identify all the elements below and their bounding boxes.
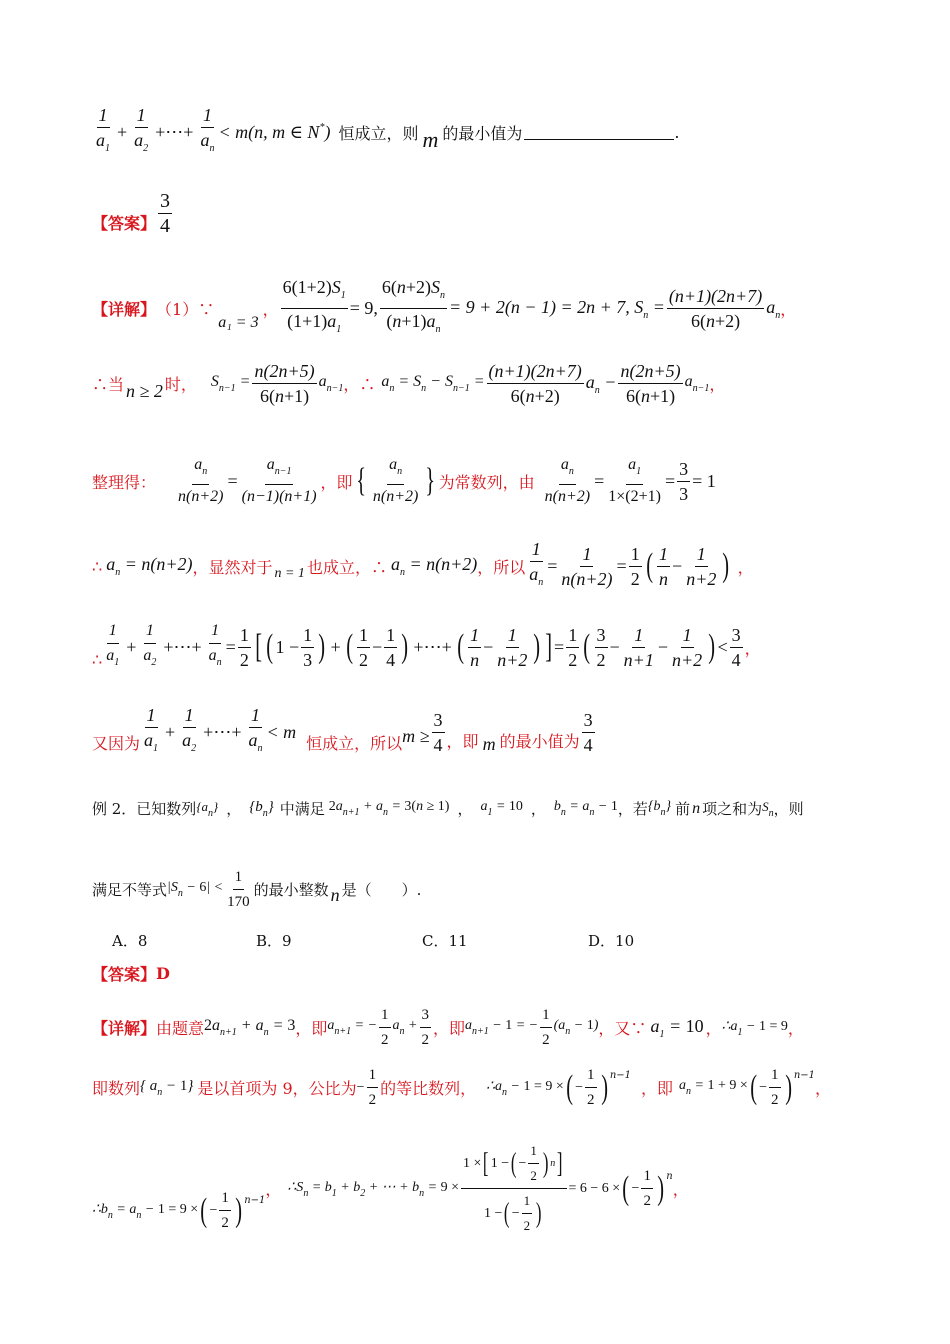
math-fraction: $\frac{1}{n}$ xyxy=(470,624,480,670)
detail1-l4-pre: ∴ xyxy=(92,556,103,576)
math-fraction: $\frac{1}{a_1}$ xyxy=(106,622,120,668)
question2-line2-pre: 满足不等式 xyxy=(92,881,168,899)
detail1-line2: ∴当 n ≥ 2 时， $S_{n-1}$ = $\frac{n(2n+5)}{6(n+1)}$ $a_{n-1}$ ，∴ $a_n = S_n - S_{n-1}$ = $\frac{(n+1)(2n+7)}{6(n+2)}$ $a_n$ − $\frac{n(2n+5)}{6(n+1)}$ $a_{n-1}$ ， xyxy=(92,361,726,406)
math-fraction: $\frac{a_n}{n(n+2)}$ xyxy=(544,456,591,505)
answer1-line xyxy=(92,190,174,237)
var-m: m xyxy=(422,127,439,152)
math-fraction: $\frac{3}{3}$ xyxy=(679,458,689,504)
question1-line: $\frac{1}{a_1}$ + $\frac{1}{a_2}$ +⋯+ $\frac{1}{a_n}$ < m(n, m ∈ N*) 恒成立，则 m 的最小值为 . xyxy=(92,104,679,160)
question1-condition: 恒成立，则 xyxy=(338,123,419,143)
math-fraction: $\frac{1}{2}$ xyxy=(585,1064,597,1111)
question2-line1: 例 2．已知数列 $\{a_n\}$ ， $\{b_n\}$ 中满足 $2a_{n+1} + a_n = 3(n \ge 1)$ ， $a_1 = 10$ ， $b_n = a_n - 1$ ，若 $\{b_n\}$ 前 n 项之和为 $S_n$ ，则 xyxy=(92,798,804,819)
math-fraction: $\frac{3}{4}$ xyxy=(731,624,741,670)
math-fraction: $\frac{1}{n+2}$ xyxy=(497,624,528,670)
a1-eq: a₁ = 3 xyxy=(218,313,259,331)
math-fraction: $\frac{1}{2}$ xyxy=(219,1187,231,1234)
math-fraction: $\frac{a_{n-1}}{(n-1)(n+1)}$ xyxy=(241,456,317,505)
detail1-l3-mid: ，即 xyxy=(320,472,353,492)
math-fraction: $\frac{n(2n+5)}{6(n+1)}$ xyxy=(254,361,315,406)
detail1-line3: 整理得： $\frac{a_n}{n(n+2)}$ = $\frac{a_{n-1}}{(n-1)(n+1)}$ ，即 { $\frac{a_n}{n(n+2)}$ } 为常数列，由 $\frac{a_n}{n(n+2)}$ = $\frac{a_1}{1\times(2+1)}$ = $\frac{3}{3}$ = 1 xyxy=(92,454,716,508)
detail2-seq-desc: 是以首项为 9，公比为 xyxy=(197,1079,357,1098)
detail2-seq-pre: 即数列 xyxy=(92,1079,141,1098)
question2-then: ，则 xyxy=(773,800,804,818)
detail1-line1: 【详解】 （1）∵ a₁ = 3 ， $\frac{6(1+2)S_1}{(1+1)a_1}$ = 9, $\frac{6(n+2)S_n}{(n+1)a_n}$ = 9 + 2(n − 1) = 2n + 7, $S_n$ = $\frac{(n+1)(2n+7)}{6(n+2)}$ $a_n$ ， xyxy=(92,276,796,341)
math-fraction: $\frac{a_1}{1\times(2+1)}$ xyxy=(608,456,661,505)
detail-label: 【详解】 xyxy=(92,300,157,319)
answer2-value: D xyxy=(156,964,170,983)
detail2-ie3: ，即 xyxy=(641,1079,674,1098)
option-d: D．10 xyxy=(588,932,635,950)
math-fraction: $\frac{n(2n+5)}{6(n+1)}$ xyxy=(620,361,681,406)
math-fraction: $\frac{1}{a_2}$ xyxy=(143,622,157,668)
question2-line2-post: 的最小整数 xyxy=(253,881,329,899)
detail1-line6: 又因为 $\frac{1}{a_1}$ + $\frac{1}{a_2}$ +⋯+ $\frac{1}{a_n}$ < m 恒成立，所以 m ≥ $\frac{3}{4}$ ，即 m 的最小值为 $\frac{3}{4}$ xyxy=(92,704,597,760)
option-c: C．11 xyxy=(422,932,468,950)
math-fraction: $\frac{1}{a_1}$ xyxy=(144,705,159,754)
math-fraction: $\frac{1}{a_2}$ xyxy=(182,705,197,754)
detail2-ie2: ，即 xyxy=(433,1019,466,1038)
detail1-l2-pre: ∴当 xyxy=(92,375,125,394)
math-fraction: $\frac{1}{a_1}$ xyxy=(96,105,110,154)
detail1-l3-pre: 整理得： xyxy=(92,472,157,492)
question2-cond: 中满足 xyxy=(279,800,325,818)
detail2-ie1: ，即 xyxy=(295,1019,328,1038)
math-fraction: $\frac{a_n}{n(n+2)}$ xyxy=(372,456,419,505)
detail2-seq-geo: 的等比数列， xyxy=(380,1079,477,1098)
question2-sum: 前 xyxy=(675,800,691,818)
answer2-label: 【答案】 xyxy=(92,965,157,984)
question1-ask: 的最小值为 xyxy=(442,123,523,143)
math-fraction: $\frac{1}{3}$ xyxy=(303,624,313,670)
math-fraction: $\frac{1}{a_n}$ xyxy=(200,105,215,154)
math-fraction: $\frac{1}{2}$ xyxy=(630,543,640,589)
detail2-line2: 即数列 { $a_n - 1$} 是以首项为 9，公比为 − $\frac{1}{2}$ 的等比数列， $\therefore a_n - 1 = 9$ × ( − $\frac{1}{2}$ ) n−1 ，即 $a_n = 1 + 9$ × ( − $\frac{1}{2}$ ) n−1 ， xyxy=(92,1064,831,1111)
question2-terms: 项之和为 xyxy=(702,800,763,818)
math-fraction: $\frac{3}{4}$ xyxy=(433,709,443,755)
math-fraction: $\frac{1}{2}$ xyxy=(641,1165,653,1212)
math-fraction: $\frac{(n+1)(2n+7)}{6(n+2)}$ xyxy=(668,286,763,331)
math-fraction: $\frac{1}{2}$ xyxy=(540,1004,552,1051)
math-fraction: $\frac{1}{2}$ xyxy=(239,624,249,670)
detail2-line1: 【详解】 由题意 $2a_{n+1} + a_n = 3$ ，即 $a_{n+1}$ = − $\frac{1}{2}$ $a_n$ + $\frac{3}{2}$ ，即 $a_{n+1} - 1$ = − $\frac{1}{2}$ $(a_n - 1)$ ，又∵ $a_1 = 10$ ， $\therefore a_1 - 1 = 9$ ， xyxy=(92,1004,804,1051)
question2-if: ，若 xyxy=(617,800,648,818)
question1-end: . xyxy=(674,122,680,142)
math-fraction: $\frac{a_n}{n(n+2)}$ xyxy=(178,456,224,505)
detail1-line4: ∴ $a_n = n(n+2)$ ，显然对于 n = 1 也成立，∴ $a_n = n(n+2)$ ，所以 $\frac{1}{a_n}$ = $\frac{1}{n(n+2)}$ = $\frac{1}{2}$ ( $\frac{1}{n}$ − $\frac{1}{n+2}$ ) ， xyxy=(92,538,754,594)
math-fraction: $\frac{1}{2}$ xyxy=(769,1064,781,1111)
math-fraction: $\frac{6(1+2)S_1}{(1+1)a_1}$ xyxy=(282,277,346,335)
answer2-line xyxy=(92,962,170,985)
math-fraction: 1 × [ 1 − ( − $\frac{1}{2}$ ) n ] 1 − ( − $\frac{1}{2}$ ) xyxy=(461,1140,567,1237)
question2-line2: 满足不等式 $|S_n - 6|$ < $\frac{1}{170}$ 的最小整数 n 是（ ）. xyxy=(92,866,421,913)
math-fraction: $\frac{1}{a_2}$ xyxy=(134,105,149,154)
math-fraction: $\frac{1}{a_n}$ xyxy=(208,622,222,668)
detail1-part: （1）∵ xyxy=(156,300,215,319)
math-fraction: $\frac{1}{n}$ xyxy=(659,543,669,589)
detail1-l4-so: ，所以 xyxy=(477,557,526,577)
detail1-l3-const: 为常数列，由 xyxy=(438,472,535,492)
math-fraction: $\frac{1}{2}$ xyxy=(367,1064,379,1111)
math-fraction: $\frac{1}{n+2}$ xyxy=(671,624,703,670)
math-fraction: $\frac{1}{4}$ xyxy=(386,624,396,670)
detail1-l2-when: 时， xyxy=(164,375,197,394)
answer1-fraction xyxy=(158,190,172,237)
question2-pre: 例 2．已知数列 xyxy=(92,800,197,818)
option-b: B．9 xyxy=(256,932,292,950)
detail1-l6-pre: 又因为 xyxy=(92,733,141,753)
detail1-l6-min: 的最小值为 xyxy=(499,731,580,751)
question2-line2-end: 是（ ）. xyxy=(341,881,422,899)
answer-blank xyxy=(524,125,674,140)
math-fraction: $\frac{1}{n+1}$ xyxy=(623,624,654,670)
math-fraction: $\frac{(n+1)(2n+7)}{6(n+2)}$ xyxy=(488,361,582,406)
n-ge-2: n ≥ 2 xyxy=(126,381,163,401)
detail1-l3-end: = 1 xyxy=(692,470,716,491)
detail2-label: 【详解】 xyxy=(92,1019,157,1038)
n-eq-1: n = 1 xyxy=(274,566,305,581)
math-fraction: $\frac{1}{2}$ xyxy=(379,1004,391,1051)
math-fraction: $\frac{1}{170}$ xyxy=(225,866,252,913)
detail1-line5: ∴ $\frac{1}{a_1}$ + $\frac{1}{a_2}$ +⋯+ $\frac{1}{a_n}$ = $\frac{1}{2}$ [ ( 1 − $\frac{1}{3}$ ) + ( $\frac{1}{2}$ − $\frac{1}{4}$ ) +⋯+ ( $\frac{1}{n}$ − $\frac{1}{n+2}$ ) ] = $\frac{1}{2}$ ( $\frac{3}{2}$ − $\frac{1}{n+1}$ − $\frac{1}{n+2}$ ) < $\frac{3}{4}$ ， xyxy=(92,620,761,674)
math-fraction: $\frac{1}{n(n+2)}$ xyxy=(561,543,613,589)
math-fraction: $\frac{1}{n+2}$ xyxy=(686,543,717,589)
answer1-den: 4 xyxy=(160,215,171,237)
math-fraction: $\frac{1}{2}$ xyxy=(358,624,368,670)
math-fraction: $\frac{6(n+2)S_n}{(n+1)a_n}$ xyxy=(381,277,446,335)
detail1-l4-holds: 也成立，∴ xyxy=(306,557,387,577)
detail2-line3: $\therefore b_n = a_n - 1 = 9$ × ( − $\frac{1}{2}$ ) n−1 ， $\therefore S_n = b_1 + b_2$ + ⋯ + $b_n = 9$ × 1 × [ 1 − ( − $\frac{1}{2}$ ) n ] 1 − ( − $\frac{1}{2}$ ) = 6 − 6 × ( − $\frac{1}{2}$ ) n ， xyxy=(92,1140,689,1237)
detail1-l4-also: ，显然对于 xyxy=(192,557,273,577)
answer1-num: 3 xyxy=(160,190,171,212)
detail2-pre: 由题意 xyxy=(156,1019,205,1038)
option-a: A．8 xyxy=(112,932,148,950)
math-fraction: $\frac{3}{2}$ xyxy=(420,1004,432,1051)
math-fraction: $\frac{1}{2}$ xyxy=(568,624,578,670)
math-fraction: $\frac{3}{4}$ xyxy=(583,709,593,755)
math-fraction: $\frac{1}{a_n}$ xyxy=(248,705,263,754)
math-fraction: $\frac{3}{2}$ xyxy=(596,624,606,670)
detail2-also: ，又∵ xyxy=(598,1019,647,1038)
detail1-l6-holds: 恒成立，所以 xyxy=(306,733,403,753)
math-fraction: $\frac{1}{a_n}$ xyxy=(529,539,544,588)
answer-label: 【答案】 xyxy=(92,214,157,233)
detail1-l6-ie: ，即 xyxy=(446,731,479,751)
